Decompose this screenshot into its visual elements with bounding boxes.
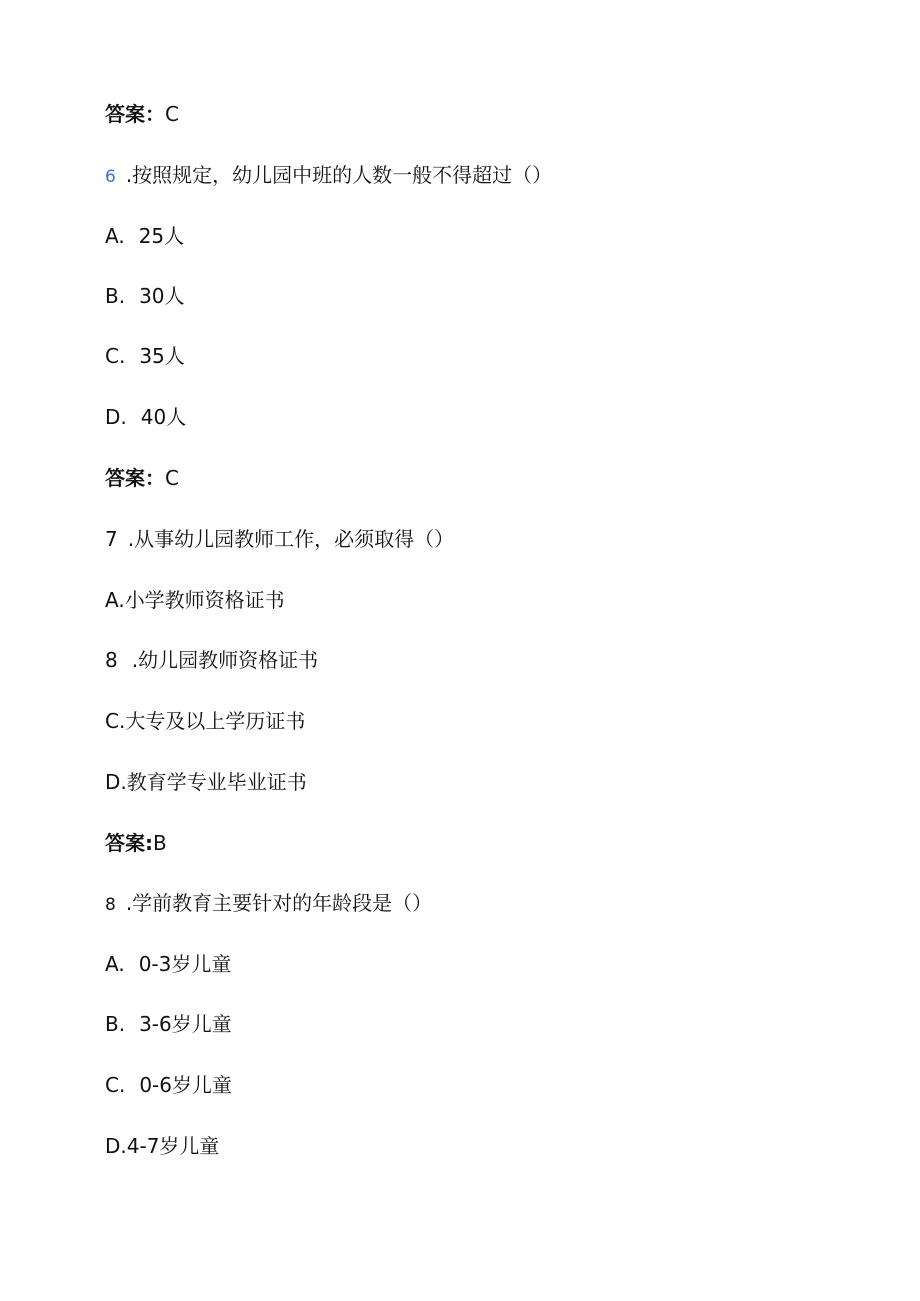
answer-label: 答案: [105,831,153,855]
question-text: .学前教育主要针对的年龄段是（） [125,891,433,915]
option-q8-b [105,1009,232,1039]
option-q8-c [105,1070,232,1100]
option-letter: B. [105,1012,126,1036]
option-letter: A. [105,952,125,976]
question-8 [105,888,432,918]
question-7 [105,524,454,554]
option-q7-b [105,645,318,675]
answer-q7 [105,828,167,858]
option-letter: C. [105,344,126,368]
option-number: 8 [105,648,118,672]
option-q7-c [105,706,305,736]
option-text: 30人 [139,284,185,308]
option-text: D.教育学专业毕业证书 [105,770,307,794]
question-number: 7 [105,527,118,551]
question-6 [105,160,552,190]
question-number: 8 [105,895,116,915]
option-text: .幼儿园教师资格证书 [131,648,319,672]
answer-label: 答案： [105,102,165,126]
option-text: D.4-7岁儿童 [105,1134,220,1158]
answer-value: C [165,466,179,490]
option-text: 0-6岁儿童 [139,1073,232,1097]
option-text: 25人 [138,224,185,248]
option-text: A.小学教师资格证书 [105,588,285,612]
option-q7-d [105,767,307,797]
option-text: 35人 [139,344,185,368]
answer-value: B [153,831,167,855]
answer-q5 [105,99,179,129]
option-q6-c [105,341,185,371]
answer-value: C [165,102,179,126]
answer-label: 答案： [105,466,165,490]
option-letter: D. [105,405,127,429]
question-text: .从事幼儿园教师工作，必须取得（） [127,527,455,551]
option-letter: C. [105,1073,126,1097]
option-text: 3-6岁儿童 [139,1012,232,1036]
option-q8-d [105,1131,219,1161]
option-text: C.大专及以上学历证书 [105,709,306,733]
question-text: .按照规定，幼儿园中班的人数一般不得超过（） [125,163,553,187]
option-text: 0-3岁儿童 [138,952,232,976]
question-number: 6 [105,167,116,187]
option-text: 40人 [140,405,187,429]
option-letter: B. [105,284,126,308]
option-q8-a [105,949,231,979]
option-q6-d [105,402,186,432]
option-q6-b [105,281,185,311]
option-q6-a [105,221,184,251]
option-q7-a [105,585,285,615]
option-letter: A. [105,224,125,248]
answer-q6 [105,463,179,493]
